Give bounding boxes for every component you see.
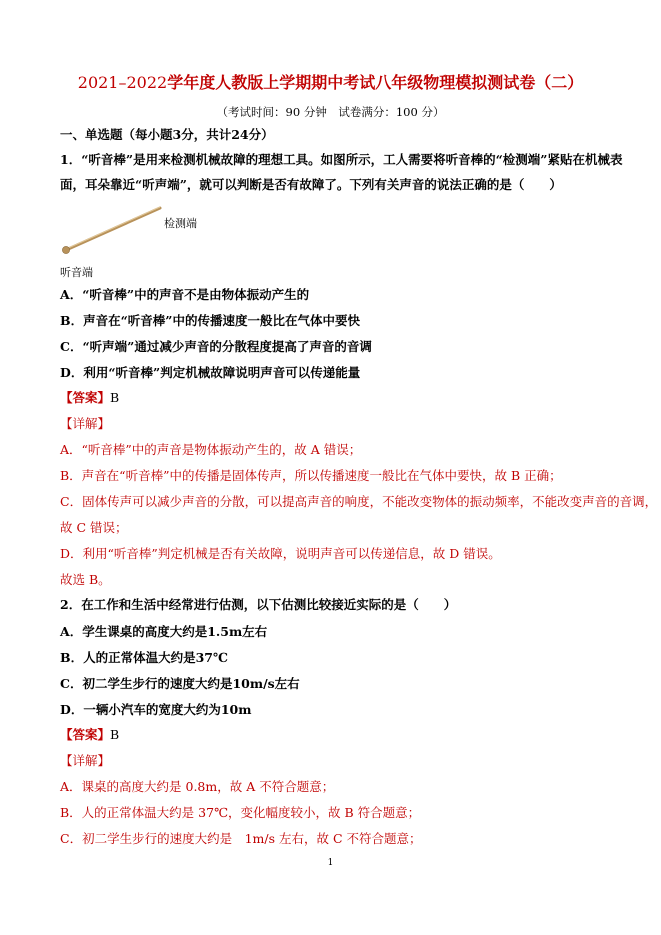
q2-answer-value: B — [110, 727, 120, 742]
q1-answer — [60, 390, 119, 406]
q1-option-d: D．利用“听音棒”判定机械故障说明声音可以传递能量 — [60, 365, 361, 380]
q1-detail-label: 【详解】 — [60, 416, 111, 431]
page-title — [0, 70, 661, 93]
exam-info: （考试时间：90 分钟 试卷满分：100 分） — [216, 105, 445, 119]
q2-answer-label: 【答案】 — [60, 727, 111, 742]
page-number: 1 — [327, 858, 334, 868]
q2-option-d: D．一辆小汽车的宽度大约为10m — [60, 702, 252, 717]
q2-answer — [60, 727, 119, 743]
section-heading: 一、单选题（每小题3分，共计24分） — [60, 127, 274, 142]
q1-detail-c-line2: 故 C 错误； — [60, 520, 128, 535]
q1-option-c: C．“听声端”通过减少声音的分散程度提高了声音的音调 — [60, 339, 372, 354]
q1-stem-line2: 面，耳朵靠近“听声端”，就可以判断是否有故障了。下列有关声音的说法正确的是（ ） — [60, 177, 562, 192]
q2-detail-b: B．人的正常体温大约是 37℃，变化幅度较小，故 B 符合题意； — [60, 805, 421, 820]
q1-detail-d: D．利用“听音棒”判定机械是否有关故障，说明声音可以传递信息，故 D 错误。 — [60, 546, 501, 561]
q1-detail-a: A．“听音棒”中的声音是物体振动产生的，故 A 错误； — [60, 442, 362, 457]
detect-end-label: 检测端 — [164, 217, 197, 230]
q2-stem: 2．在工作和生活中经常进行估测，以下估测比较接近实际的是（ ） — [60, 597, 457, 612]
q1-conclusion: 故选 B。 — [60, 572, 111, 587]
title-year: 2021–2022 — [77, 73, 168, 92]
q2-detail-a: A．课桌的高度大约是 0.8m，故 A 不符合题意； — [60, 779, 335, 794]
q2-detail-c: C．初二学生步行的速度大约是 1m/s 左右，故 C 不符合题意； — [60, 831, 422, 846]
listening-rod-figure — [60, 203, 220, 283]
title-text: 学年度人教版上学期期中考试八年级物理模拟测试卷（二） — [167, 73, 584, 92]
q1-option-a: A．“听音棒”中的声音不是由物体振动产生的 — [60, 287, 310, 302]
q1-stem-line1: 1．“听音棒”是用来检测机械故障的理想工具。如图所示，工人需要将听音棒的“检测端”紧贴在机械表 — [60, 152, 623, 167]
q1-detail-b: B．声音在“听音棒”中的传播是固体传声，所以传播速度一般比在气体中要快，故 B 正确； — [60, 468, 562, 483]
q2-option-b: B．人的正常体温大约是37℃ — [60, 650, 228, 665]
q1-detail-c-line1: C．固体传声可以减少声音的分散，可以提高声音的响度，不能改变物体的振动频率，不能改变声音的音调， — [60, 494, 658, 509]
q1-answer-label: 【答案】 — [60, 390, 111, 405]
q1-answer-value: B — [110, 390, 120, 405]
q2-detail-label: 【详解】 — [60, 753, 111, 768]
q2-option-c: C．初二学生步行的速度大约是10m/s左右 — [60, 676, 300, 691]
listening-rod-image — [60, 203, 220, 263]
q2-option-a: A．学生课桌的高度大约是1.5m左右 — [60, 624, 268, 639]
q1-option-b: B．声音在“听音棒”中的传播速度一般比在气体中要快 — [60, 313, 360, 328]
listen-end-label: 听音端 — [60, 266, 93, 279]
